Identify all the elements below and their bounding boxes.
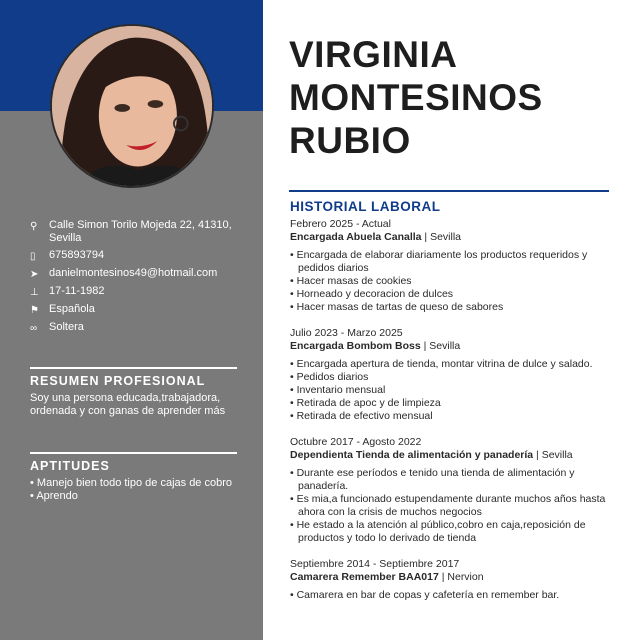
job-role: Dependienta Tienda de alimentación y panadería	[290, 449, 534, 461]
job-task: • Horneado y decoracion de dulces	[290, 288, 620, 301]
job-dates: Julio 2023 - Marzo 2025	[290, 327, 403, 339]
nationality-text: Española	[49, 303, 95, 315]
job-task: • Camarera en bar de copas y cafetería en remember bar.	[290, 589, 620, 602]
job-location: Sevilla	[541, 449, 573, 461]
job-task: • Retirada de apoc y de limpieza	[290, 397, 620, 410]
name-line: MONTESINOS	[289, 77, 543, 118]
job-task: • Hacer masas de tartas de queso de sabores	[290, 301, 620, 314]
job-task: • Es mia,a funcionado estupendamente durante muchos años hasta ahora con la crisis de muchos negocios	[290, 493, 620, 519]
job-entry	[290, 436, 620, 545]
job-tasks	[290, 358, 620, 423]
job-list	[290, 218, 620, 615]
flag-icon: ⚑	[30, 305, 39, 316]
job-task: • Retirada de efectivo mensual	[290, 410, 620, 423]
skills-divider	[30, 452, 237, 454]
sidebar	[0, 0, 263, 640]
job-role-line: Camarera Remember BAA017 | Nervion	[290, 571, 484, 583]
job-task: • Pedidos diarios	[290, 371, 620, 384]
birthdate-text: 17-11-1982	[49, 285, 105, 297]
job-task: • Inventario mensual	[290, 384, 620, 397]
contact-phone	[30, 249, 255, 263]
contact-address	[30, 219, 255, 245]
skill-item: • Aprendo	[30, 490, 237, 503]
skill-item: • Manejo bien todo tipo de cajas de cobro	[30, 477, 237, 490]
contact-nationality	[30, 303, 255, 317]
job-location: Nervion	[447, 571, 484, 583]
job-tasks	[290, 589, 620, 602]
phone-text: 675893794	[49, 249, 105, 261]
profile-photo-illustration	[52, 26, 212, 186]
contact-list	[30, 219, 255, 339]
job-role-line: Dependienta Tienda de alimentación y panadería | Sevilla	[290, 449, 573, 461]
profile-photo	[50, 24, 214, 188]
summary-title: RESUMEN PROFESIONAL	[30, 374, 206, 388]
full-name	[289, 33, 543, 162]
job-task: • Durante ese períodos e tenido una tienda de alimentación y panadería.	[290, 467, 620, 493]
skills-list	[30, 477, 237, 503]
job-dates: Septiembre 2014 - Septiembre 2017	[290, 558, 460, 570]
job-role-line: Encargada Abuela Canalla | Sevilla	[290, 231, 461, 243]
location-pin-icon: ⚲	[30, 221, 38, 232]
phone-icon: ▯	[30, 251, 36, 262]
job-role: Encargada Abuela Canalla	[290, 231, 422, 243]
job-task: • He estado a la atención al público,cobro en caja,reposición de productos y todo lo derivado de tienda	[290, 519, 620, 545]
email-text: danielmontesinos49@hotmail.com	[49, 267, 218, 279]
job-dates: Octubre 2017 - Agosto 2022	[290, 436, 422, 448]
job-entry	[290, 558, 620, 602]
name-line: RUBIO	[289, 120, 411, 161]
summary-section	[30, 367, 237, 418]
contact-email	[30, 267, 255, 281]
birthday-cake-icon: ⊥	[30, 287, 39, 298]
job-entry	[290, 218, 620, 314]
history-divider	[289, 190, 609, 192]
main-content	[263, 0, 640, 640]
job-role-line: Encargada Bombom Boss | Sevilla	[290, 340, 461, 352]
skills-section	[30, 452, 237, 503]
job-location: Sevilla	[430, 231, 461, 243]
job-entry	[290, 327, 620, 423]
job-role: Camarera Remember BAA017	[290, 571, 439, 583]
address-text: Calle Simon Torilo Mojeda 22, 41310, Sevilla	[49, 219, 232, 244]
job-location: Sevilla	[429, 340, 461, 352]
history-title: HISTORIAL LABORAL	[290, 199, 441, 214]
summary-text: Soy una persona educada,trabajadora, ordenada y con ganas de aprender más	[30, 392, 226, 417]
rings-icon: ∞	[30, 323, 38, 334]
job-task: • Encargada apertura de tienda, montar vitrina de dulce y salado.	[290, 358, 620, 371]
marital-status-text: Soltera	[49, 321, 84, 333]
job-tasks	[290, 249, 620, 314]
job-task: • Hacer masas de cookies	[290, 275, 620, 288]
job-role: Encargada Bombom Boss	[290, 340, 421, 352]
job-dates: Febrero 2025 - Actual	[290, 218, 391, 230]
job-task: • Encargada de elaborar diariamente los productos requeridos y pedidos diarios	[290, 249, 620, 275]
job-tasks	[290, 467, 620, 545]
contact-birthdate	[30, 285, 255, 299]
skills-title: APTITUDES	[30, 459, 110, 473]
send-icon: ➤	[30, 269, 39, 280]
summary-divider	[30, 367, 237, 369]
contact-marital-status	[30, 321, 255, 335]
name-line: VIRGINIA	[289, 34, 458, 75]
